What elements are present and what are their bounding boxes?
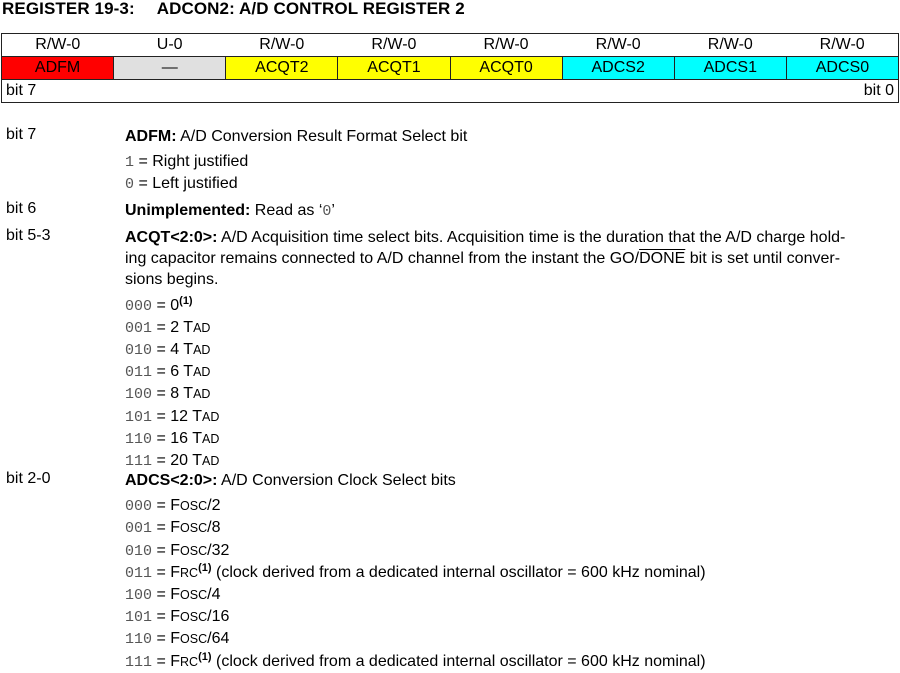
- bit7-name: ADFM:: [125, 128, 177, 145]
- bit7-description: ADFM: A/D Conversion Result Format Select bit 1 = Right justified 0 = Left justified: [125, 126, 467, 196]
- register-bit-table: [1, 33, 899, 103]
- access-cell: R/W-0: [2, 34, 114, 57]
- bit-adcs0: ADCS0: [786, 57, 898, 80]
- access-cell: R/W-0: [338, 34, 450, 57]
- option-row: 101 = 12 TAD: [125, 407, 220, 426]
- bit-unimplemented: —: [114, 57, 226, 80]
- option-row: 000 = FOSC/2: [125, 497, 221, 516]
- option-row: 100 = 8 TAD: [125, 385, 211, 404]
- bit-acqt1: ACQT1: [338, 57, 450, 80]
- bit53-description: ACQT<2:0>: A/D Acquisition time select bits. Acquisition time is the duration that the A/D charge hold- ing capacitor remains connected to A/D channel from the instant the GO/DONE bit is set until conver- sions begins. $000 = 0^{(1)}$ 001 = 2 TAD 010 = 4 TAD 011 = 6 TAD 100 = 8 TAD 101 = 12 TAD 110 = 16 TAD 111 = 20 TAD: [125, 227, 845, 472]
- option-row: 001 = 2 TAD: [125, 318, 211, 337]
- option-row: $000 = 0^{(1)}$: [125, 294, 193, 315]
- option-row: 010 = FOSC/32: [125, 541, 230, 560]
- bit-adfm: ADFM: [2, 57, 114, 80]
- bit6-name: Unimplemented:: [125, 202, 251, 219]
- bit53-label: bit 5-3: [6, 227, 51, 244]
- bit7-label: bit 7: [6, 126, 37, 143]
- bit20-label: bit 2-0: [6, 470, 51, 487]
- option-row: 110 = 16 TAD: [125, 429, 220, 448]
- bit20-description: ADCS<2:0>: A/D Conversion Clock Select bits 000 = FOSC/2 001 = FOSC/8 010 = FOSC/32 $011 = FRC^{(1)}$ (clock derived from a dedicated internal oscillator = 600 kHz nominal) 100 = FOSC/4 101 = FOSC/16 110 = FOSC/64 $111 = FRC^{(1)}$ (clock derived from a dedicated internal oscillator = 600 kHz nominal): [125, 470, 706, 673]
- bit-range-row: [2, 80, 899, 103]
- bit6-label: bit 6: [6, 200, 37, 217]
- register-number: REGISTER 19-3:: [2, 0, 135, 18]
- bit20-name: ADCS<2:0>:: [125, 472, 218, 489]
- bit-adcs1: ADCS1: [674, 57, 786, 80]
- bit-adcs2: ADCS2: [562, 57, 674, 80]
- bit6-description: Unimplemented: Read as ‘0’: [125, 202, 335, 220]
- bit-acqt2: ACQT2: [226, 57, 338, 80]
- access-cell: U-0: [114, 34, 226, 57]
- option-row: 100 = FOSC/4: [125, 586, 221, 605]
- access-cell: R/W-0: [562, 34, 674, 57]
- bit-low-label: bit 0: [863, 82, 894, 99]
- option-row: 001 = FOSC/8: [125, 519, 221, 538]
- bit53-name: ACQT<2:0>:: [125, 229, 218, 246]
- access-cell: R/W-0: [674, 34, 786, 57]
- access-cell: R/W-0: [450, 34, 562, 57]
- option-row: 1 = Right justified: [125, 153, 249, 172]
- option-row: 0 = Left justified: [125, 175, 238, 194]
- option-row: 110 = FOSC/64: [125, 630, 230, 649]
- option-row: $011 = FRC^{(1)}$ (clock derived from a dedicated internal oscillator = 600 kHz nominal): [125, 561, 706, 582]
- bit-high-label: bit 7: [6, 82, 37, 99]
- option-row: 101 = FOSC/16: [125, 608, 230, 627]
- access-cell: R/W-0: [226, 34, 338, 57]
- register-title: [2, 0, 465, 19]
- option-row: $111 = FRC^{(1)}$ (clock derived from a dedicated internal oscillator = 600 kHz nominal): [125, 650, 706, 671]
- option-row: 011 = 6 TAD: [125, 363, 211, 382]
- bit-acqt0: ACQT0: [450, 57, 562, 80]
- access-row: [2, 34, 899, 57]
- register-name: ADCON2: A/D CONTROL REGISTER 2: [156, 0, 465, 18]
- access-cell: R/W-0: [786, 34, 898, 57]
- option-row: 111 = 20 TAD: [125, 452, 220, 471]
- option-row: 010 = 4 TAD: [125, 341, 211, 360]
- bit-name-row: [2, 57, 899, 80]
